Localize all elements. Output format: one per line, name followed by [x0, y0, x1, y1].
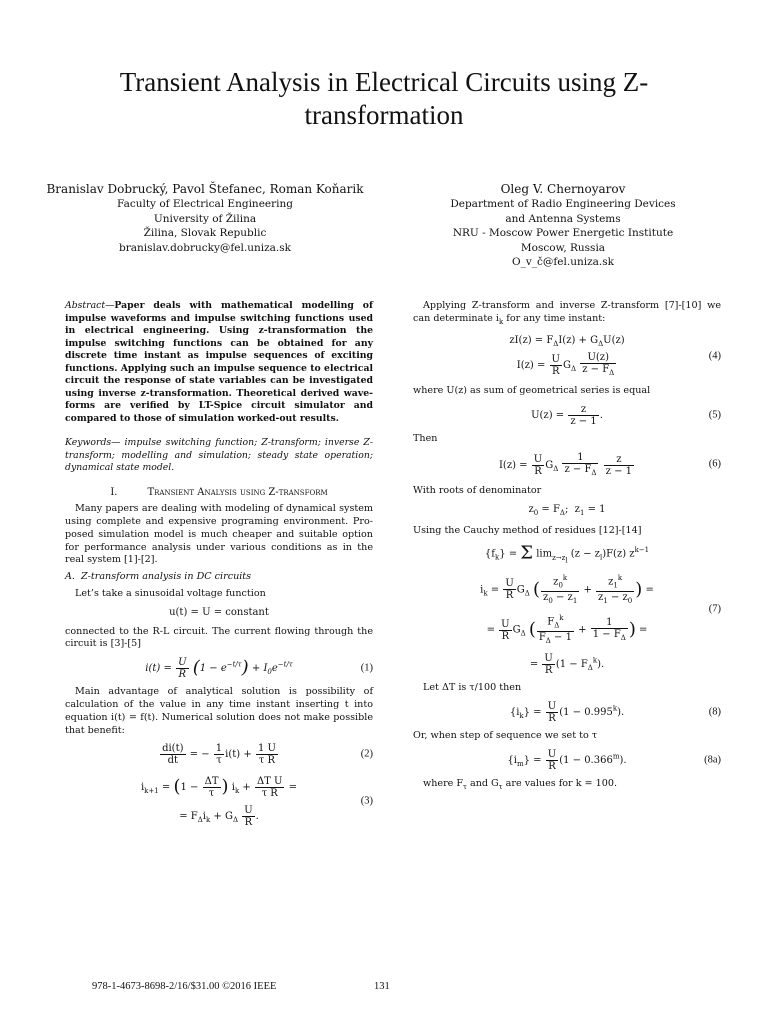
keywords-label: Keywords— [65, 437, 121, 448]
paragraph: Let’s take a sinusoidal voltage function [75, 588, 266, 600]
equation-4: $zI(z) = F_\Delta I(z) + G_\Delta U(z)$ I(z) = $\frac{U}{R}$ $G_\Delta$ $\frac{U(z)}{z - F_\Delta}$ (4) [509, 334, 721, 378]
subsection-title: Z-transform analysis in DC circuits [80, 571, 252, 583]
section-number: I. [110, 486, 118, 498]
equation-number: (5) [708, 409, 721, 421]
equation-number: (6) [708, 458, 721, 470]
affiliation-line: Department of Radio Engineering Devices [450, 198, 676, 210]
paragraph: Main advantage of analytical solution is possibility of calculation of the value in any time instant inserting t into equation i(t) = f(t). Numerical solution does not make possible that benefit: [65, 686, 373, 736]
equation-number: (8a) [704, 754, 721, 766]
paragraph: connected to the R-L circuit. The current flowing through the circuit is [3]-[5] [65, 625, 373, 650]
equation-8: $\{i_k\}$ = $\frac{U}{R}$ $(1 - 0.995^k)$. (8) [509, 701, 721, 725]
left-column [65, 300, 373, 834]
affiliation-line: NRU - Moscow Power Energetic Institute [452, 227, 674, 239]
paragraph: With roots of denominator [413, 484, 542, 496]
equation-8a: $\{i_m\}$ = $\frac{U}{R}$ $(1 - 0.366^m)$. (8a) [507, 749, 721, 773]
affiliation-line: Faculty of Electrical Engineering [117, 198, 293, 210]
section-title: Transient Analysis using Z-transform [147, 486, 328, 498]
affiliation-line: Moscow, Russia [520, 241, 606, 254]
equation-2: $\frac{di(t)}{dt}$ = − $\frac{1}{\tau}$ i(t) + $\frac{1 U}{\text{τ R}}$ (2) [162, 743, 373, 767]
paragraph: where U(z) as sum of geometrical series is equal [413, 385, 651, 397]
subsection-heading [65, 571, 373, 584]
keywords-text: impulse switching function; Z-transform; inverse Z-transform; modelling and simulation; steady state operation; dynamical state model. [65, 437, 373, 473]
equation-number: (4) [708, 350, 721, 362]
paragraph: Then [413, 433, 438, 445]
paragraph: Many papers are dealing with modeling of dynamical system using complete and expensive programing environment. Pro-posed simulation model is much cheaper and suitable option for performance analysis under various conditions as in the real system [1]-[2]. [65, 503, 373, 566]
affiliation-line: and Antenna Systems [505, 212, 621, 225]
paragraph: Let ΔT is τ/100 then [423, 682, 522, 694]
affiliation-line: University of Žilina [153, 212, 257, 225]
equation-number: (7) [708, 603, 721, 615]
footer-isbn: 978-1-4673-8698-2/16/$31.00 ©2016 IEEE [92, 981, 277, 992]
author-names: Branislav Dobrucký, Pavol Štefanec, Roman Koňarik [46, 182, 364, 196]
equation-number: (3) [360, 796, 373, 808]
paragraph: Applying Z-transform and inverse Z-transform [7]-[10] we can determinate $i_k$ for any time instant: [413, 300, 721, 326]
keywords [65, 437, 373, 475]
equation-number: (2) [360, 748, 373, 760]
equation-5: U(z) = $\frac{z}{z - 1}$ . (5) [531, 404, 721, 428]
equation-6: I(z) = $\frac{U}{R}$ $G_\Delta$ $\frac{1}{z - F_\Delta}$ $\frac{z}{z - 1}$ (6) [498, 451, 721, 477]
abstract [65, 300, 373, 425]
author-names: Oleg V. Chernoyarov [500, 182, 626, 196]
abstract-text: Paper deals with mathematical modelling of impulse waveforms and impulse switching functions used in electrical engineering. Using z-transformation the impulse switching functions can be obtained for any discrete time instant as impulse sequences of exciting functions. Applying such an impulse sequence to electrical circuit the response of state variables can be investigated using inverse z-transformation. Theoretical derived wave-forms are verified by LT-Spice circuit simulator and compared to those of simulation worked-out results. [65, 300, 373, 424]
equation-1: i(t) = $\frac{U}{R}$ $(1 - e^{-t/\tau}) + I_0e^{-t/\tau}$ (1) [145, 657, 373, 681]
footer-page-number: 131 [374, 981, 390, 992]
paragraph: Using the Cauchy method of residues [12]-[14] [413, 525, 642, 537]
equation-number: (8) [708, 706, 721, 718]
author-block-left [40, 181, 370, 255]
paper-title: Transient Analysis in Electrical Circuits using Z-transformation [119, 67, 649, 130]
equation-voltage: u(t) = U = constant [169, 606, 269, 618]
right-column [413, 300, 721, 794]
equation-7: $\{f_k\} = \Sigma$ $\lim_{z\to z_l} (z - z_l)F(z)$ $z^{k-1}$ $i_k$ = $\frac{U}{R}$ $G_\Delta$ ( $\frac{z_0^k}{z_0 - z_1}$ + $\frac{z_1^k}{z_1 - z_0}$ ) = = $\frac{U}{R}$ $G_\Delta$ ( $\frac{F_\Delta^k}{F_\Delta - 1}$ + $\frac{1}{1 - F_\Delta}$ ) = = $\frac{U}{R}$ $(1 - F_\Delta^k)$. (7) [480, 542, 721, 677]
paragraph: where $F_\tau$ and $G_\tau$ are values for k = 100. [423, 778, 618, 791]
equation-roots: $z_0 = F_\Delta$; $z_1 = 1$ [528, 503, 606, 517]
subsection-number: A. [65, 571, 75, 583]
author-email: branislav.dobrucky@fel.uniza.sk [119, 241, 291, 254]
paragraph: Or, when step of sequence we set to τ [413, 730, 598, 742]
author-block-right [398, 181, 728, 270]
author-email: O_v_č@fel.uniza.sk [512, 256, 614, 268]
equation-3: $i_{k+1} = (1$ − $\frac{\Delta T}{\tau}$ ) $i_k$ + $\frac{\text{ΔT U}}{\text{τ R}}$ = = $F_\Delta i_k + G_\Delta$ $\frac{U}{R}$ . (3) [140, 776, 373, 829]
abstract-label: Abstract— [65, 300, 115, 311]
affiliation-line: Žilina, Slovak Republic [143, 227, 267, 239]
section-heading [65, 487, 373, 500]
equation-number: (1) [360, 662, 373, 674]
